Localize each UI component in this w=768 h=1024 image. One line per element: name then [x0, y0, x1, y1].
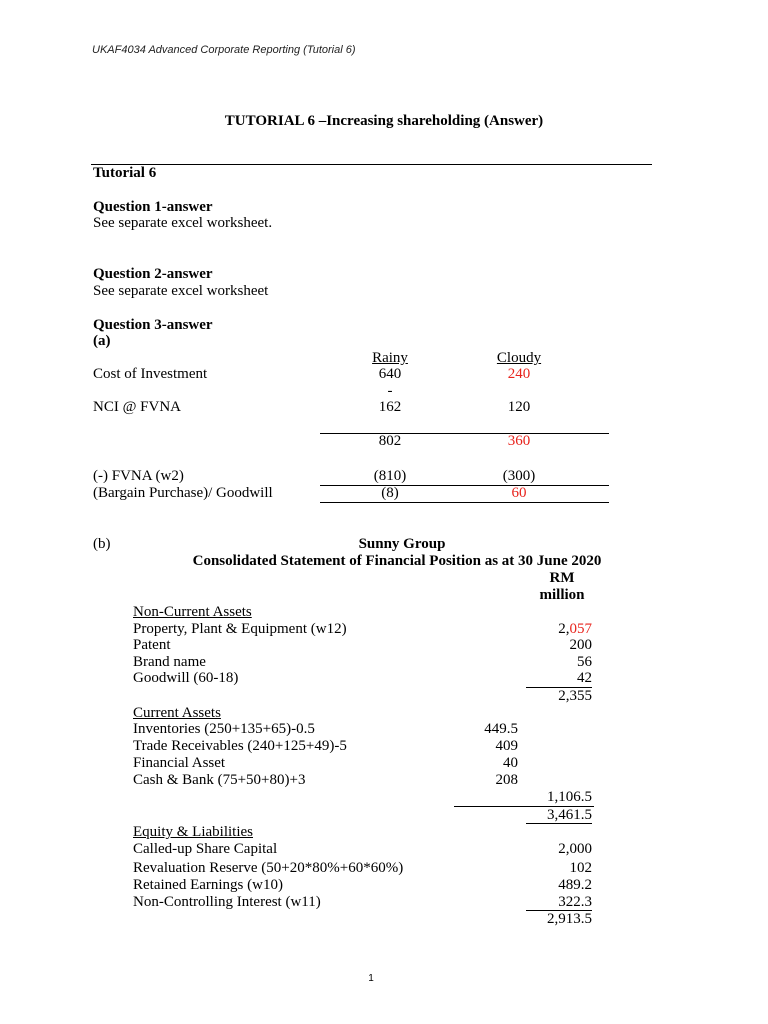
page-number: 1 [368, 973, 374, 984]
q3-heading: Question 3-answer [93, 317, 213, 333]
title-divider [91, 164, 652, 165]
line-item-label: Brand name [133, 654, 206, 670]
line-item-value: 409 [495, 738, 518, 754]
statement-unit: RM [549, 570, 575, 586]
running-header: UKAF4034 Advanced Corporate Reporting (Tutorial 6) [92, 44, 356, 56]
line-item-label: Inventories (250+135+65)-0.5 [133, 721, 315, 737]
row-label: NCI @ FVNA [93, 399, 181, 415]
rainy-value: 802 [378, 433, 402, 449]
line-item-value: 489.2 [558, 877, 592, 893]
line-item-label: Called-up Share Capital [133, 841, 278, 857]
line-item-value: 449.5 [484, 721, 518, 737]
row-label: Cost of Investment [93, 366, 208, 382]
line-item-value: 322.3 [558, 894, 592, 910]
rainy-value: (810) [373, 468, 407, 484]
line-item-label: Non-Controlling Interest (w11) [133, 894, 321, 910]
line-item-value: 40 [503, 755, 518, 771]
line-item-value: 102 [569, 860, 592, 876]
section-total: 2,913.5 [547, 911, 592, 927]
line-item-label: Financial Asset [133, 755, 226, 771]
line-item-label: Trade Receivables (240+125+49)-5 [133, 738, 347, 754]
line-item-value: 56 [577, 654, 592, 670]
q3-part-a: (a) [93, 333, 111, 349]
section-heading: Non-Current Assets [133, 604, 252, 620]
line-item-value: 42 [577, 670, 592, 686]
col-header-cloudy: Cloudy [496, 350, 542, 366]
statement-unit: million [539, 587, 585, 603]
cloudy-value: (300) [502, 468, 536, 484]
line-item-value: 2,000 [558, 841, 592, 857]
rainy-value: 162 [378, 399, 402, 415]
q1-heading: Question 1-answer [93, 199, 213, 215]
cloudy-value: 240 [507, 366, 531, 382]
cloudy-value: 120 [507, 399, 531, 415]
line-item-label: Goodwill (60-18) [133, 670, 239, 686]
col-header-rainy: Rainy [372, 350, 408, 366]
line-item-value: 200 [569, 637, 592, 653]
rainy-value: - [387, 383, 393, 399]
total-rule [526, 823, 592, 824]
line-item-value: 208 [495, 772, 518, 788]
section-heading: Equity & Liabilities [133, 824, 253, 840]
rainy-value: 640 [378, 366, 402, 382]
line-item-label: Patent [133, 637, 171, 653]
rainy-value: (8) [381, 485, 399, 501]
row-label: (-) FVNA (w2) [93, 468, 184, 484]
section-heading: Current Assets [133, 705, 221, 721]
q2-text: See separate excel worksheet [93, 283, 269, 299]
q2-heading: Question 2-answer [93, 266, 213, 282]
total-rule [320, 502, 609, 503]
line-item-label: Property, Plant & Equipment (w12) [133, 621, 347, 637]
line-item-label: Retained Earnings (w10) [133, 877, 283, 893]
section-heading: Tutorial 6 [93, 165, 157, 181]
statement-title: Consolidated Statement of Financial Position as at 30 June 2020 [192, 553, 602, 569]
cloudy-value: 360 [507, 433, 531, 449]
row-label: (Bargain Purchase)/ Goodwill [93, 485, 273, 501]
total-assets: 3,461.5 [547, 807, 592, 823]
line-item-label: Revaluation Reserve (50+20*80%+60*60%) [133, 860, 404, 876]
statement-company: Sunny Group [358, 536, 446, 552]
q3-part-b: (b) [93, 536, 111, 552]
section-total: 1,106.5 [547, 789, 592, 805]
cloudy-value: 60 [511, 485, 527, 501]
line-item-value: 2,057 [558, 621, 592, 637]
q1-text: See separate excel worksheet. [93, 215, 273, 231]
line-item-label: Cash & Bank (75+50+80)+3 [133, 772, 306, 788]
page-title: TUTORIAL 6 –Increasing shareholding (Answer) [224, 113, 544, 129]
section-total: 2,355 [558, 688, 592, 704]
